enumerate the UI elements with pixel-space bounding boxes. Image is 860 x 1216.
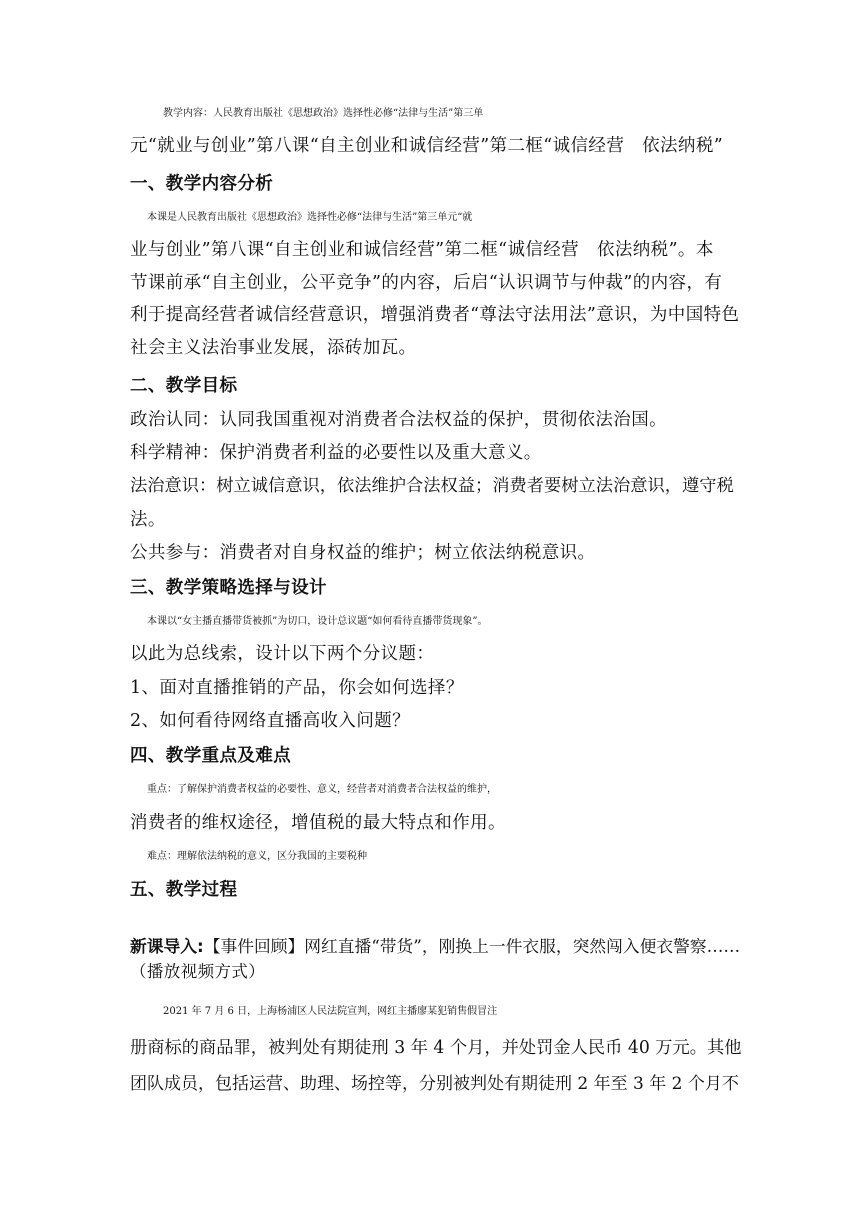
section3-line-2: 以此为总线索，设计以下两个分议题： (130, 644, 435, 664)
section-heading-2: 二、教学目标 (130, 376, 238, 396)
section2-line-2: 科学精神：保护消费者利益的必要性以及重大意义。 (130, 443, 542, 463)
section-heading-1: 一、教学内容分析 (130, 174, 274, 194)
section1-line-3: 节课前承“自主创业，公平竞争”的内容，后启“认识调节与仲裁”的内容，有 (130, 273, 723, 293)
story-line-3: 团队成员，包括运营、助理、场控等，分别被判处有期徒刑 2 年至 3 年 2 个月不 (130, 1074, 739, 1094)
lead-in-line-2: （播放视频方式） (130, 962, 266, 981)
lead-in-label: 新课导入: (130, 936, 204, 956)
section1-line-4: 利于提高经营者诚信经营意识，增强消费者“尊法守法用法”意识，为中国特色 (130, 305, 740, 325)
intro-line-2: 元“就业与创业”第八课“自主创业和诚信经营”第二框“诚信经营 依法纳税” (130, 136, 724, 156)
section4-line-1: 重点：了解保护消费者权益的必要性、意义，经营者对消费者合法权益的维护， (147, 784, 497, 795)
story-line-2: 册商标的商品罪，被判处有期徒刑 3 年 4 个月，并处罚金人民币 40 万元。其他 (130, 1038, 742, 1058)
section1-line-2: 业与创业”第八课“自主创业和诚信经营”第二框“诚信经营 依法纳税”。本 (130, 240, 714, 260)
intro-line-1: 教学内容：人民教育出版社《思想政治》选择性必修“法律与生活”第三单 (163, 108, 484, 119)
section2-line-5: 公共参与：消费者对自身权益的维护；树立依法纳税意识。 (130, 543, 596, 563)
section3-line-1: 本课以“女主播直播带货被抓”为切口，设计总议题“如何看待直播带货现象”。 (147, 616, 488, 627)
section2-line-1: 政治认同：认同我国重视对消费者合法权益的保护，贯彻依法治国。 (130, 410, 667, 430)
section2-line-4: 法。 (130, 510, 166, 530)
section1-line-5: 社会主义法治事业发展，添砖加瓦。 (130, 338, 417, 358)
section-heading-5: 五、教学过程 (130, 880, 238, 900)
section3-line-3: 1、面对直播推销的产品，你会如何选择？ (130, 678, 464, 698)
section-heading-4: 四、教学重点及难点 (130, 746, 292, 766)
section2-line-3: 法治意识：树立诚信意识，依法维护合法权益；消费者要树立法治意识，遵守税 (130, 476, 734, 496)
story-line-1: 2021 年 7 月 6 日，上海杨浦区人民法院宣判，网红主播廖某犯销售假冒注 (163, 1006, 498, 1017)
section1-line-1: 本课是人民教育出版社《思想政治》选择性必修“法律与生活”第三单元“就 (147, 212, 473, 223)
lead-in-text: 【事件回顾】网红直播“带货”，刚换上一件衣服，突然闯入便衣警察…… (203, 936, 741, 956)
section4-line-3: 难点：理解依法纳税的意义，区分我国的主要税种 (147, 851, 367, 862)
section4-line-2: 消费者的维权途径，增值税的最大特点和作用。 (130, 813, 506, 833)
section-heading-3: 三、教学策略选择与设计 (130, 578, 327, 598)
section3-line-4: 2、如何看待网络直播高收入问题？ (130, 711, 411, 731)
lead-in-line-1 (130, 932, 740, 960)
